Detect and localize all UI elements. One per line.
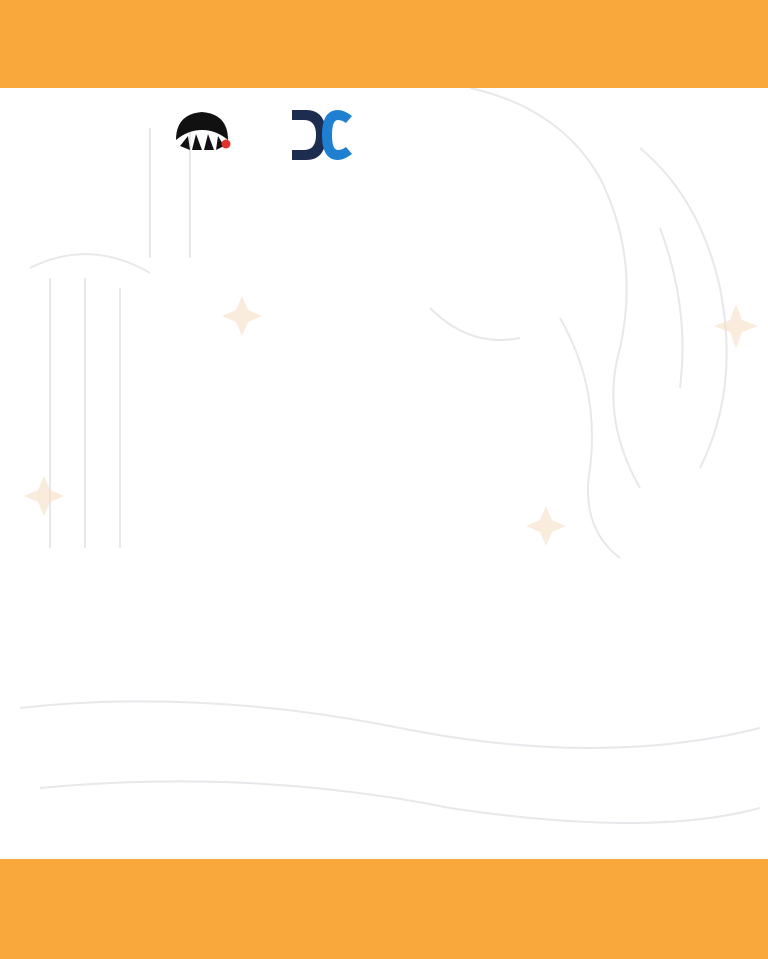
committee-member [92,731,692,753]
dot-pattern-top [0,0,768,88]
committee-list [92,666,692,774]
committee-member [92,666,692,688]
logo-row [0,100,768,180]
top-band [0,0,768,88]
unicamp-emblem-icon [166,100,238,172]
dot-pattern-bottom [0,859,768,959]
fec-monogram-icon [288,102,356,168]
bottom-band [0,859,768,959]
committee-member [92,688,692,710]
committee-member [92,752,692,774]
committee-member [92,709,692,731]
